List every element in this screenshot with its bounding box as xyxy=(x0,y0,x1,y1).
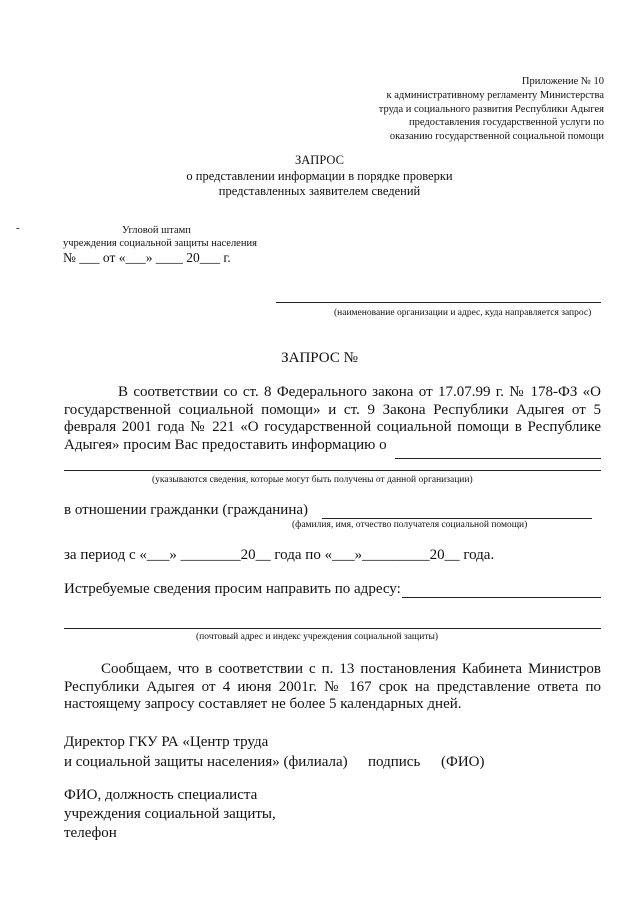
citizen-line xyxy=(322,518,592,519)
postal-address-caption: (почтовый адрес и индекс учреждения социальной защиты) xyxy=(196,632,439,642)
document-title: ЗАПРОС xyxy=(295,153,344,167)
appendix-line: к административному регламенту Министерства xyxy=(386,89,604,101)
addressee-caption: (наименование организации и адрес, куда направляется запрос) xyxy=(334,308,592,318)
request-body: В соответствии со ст. 8 Федерального закона от 17.07.99 г. № 178-ФЗ «О государственной социальной помощи» и ст. 9 Закона Республики Адыгея от 5 февраля 2001 года № 221 «О государственной социальной помощи в Республике Адыгея» просим Вас предоставить информацию о xyxy=(64,384,601,453)
request-heading: ЗАПРОС № xyxy=(281,350,358,366)
appendix-line: труда и социального развития Республики Адыгея xyxy=(378,103,604,115)
document-subtitle: представленных заявителем сведений xyxy=(218,184,421,198)
appendix-block xyxy=(304,75,604,144)
appendix-line: оказанию государственной социальной помощи xyxy=(389,131,604,143)
document-subtitle: о представлении информации в порядке проверки xyxy=(186,168,453,183)
signature-label: подпись xyxy=(368,754,421,770)
specialist-line2: учреждения социальной защиты, xyxy=(64,806,276,822)
response-deadline-notice: Сообщаем, что в соответствии с п. 13 постановления Кабинета Министров Республики Адыгея от 4 июня 2001г. № 167 срок на представление ответа по настоящему запросу составляет не более 5 календарных дней. xyxy=(64,661,601,712)
send-address-label: Истребуемые сведения просим направить по адресу: xyxy=(64,581,401,597)
stamp-organization: учреждения социальной защиты населения xyxy=(63,238,257,249)
info-caption: (указываются сведения, которые могут быть получены от данной организации) xyxy=(152,475,473,485)
director-title-line2: и социальной защиты населения» (филиала) xyxy=(64,754,348,770)
name-label: (ФИО) xyxy=(441,754,485,770)
stamp-label: Угловой штамп xyxy=(122,225,191,236)
addressee-line xyxy=(276,302,601,303)
director-title-line1: Директор ГКУ РА «Центр труда xyxy=(64,734,269,750)
postal-address-line xyxy=(64,628,601,629)
info-fill-line xyxy=(395,458,601,459)
appendix-line: Приложение № 10 xyxy=(521,76,604,87)
specialist-line1: ФИО, должность специалиста xyxy=(64,787,258,803)
document-title-block xyxy=(0,153,639,200)
appendix-line: предоставления государственной услуги по xyxy=(409,117,604,129)
send-address-fill-line xyxy=(402,597,601,598)
citizen-caption: (фамилия, имя, отчество получателя социальной помощи) xyxy=(292,520,528,530)
info-line xyxy=(64,470,601,471)
margin-mark: - xyxy=(16,222,20,234)
period-line: за период с «___» ________20__ года по «___»_________20__ года. xyxy=(64,547,495,563)
specialist-line3: телефон xyxy=(64,825,117,841)
citizen-label: в отношении гражданки (гражданина) xyxy=(64,502,309,518)
registration-number-line: № ___ от «___» ____ 20___ г. xyxy=(63,250,231,265)
